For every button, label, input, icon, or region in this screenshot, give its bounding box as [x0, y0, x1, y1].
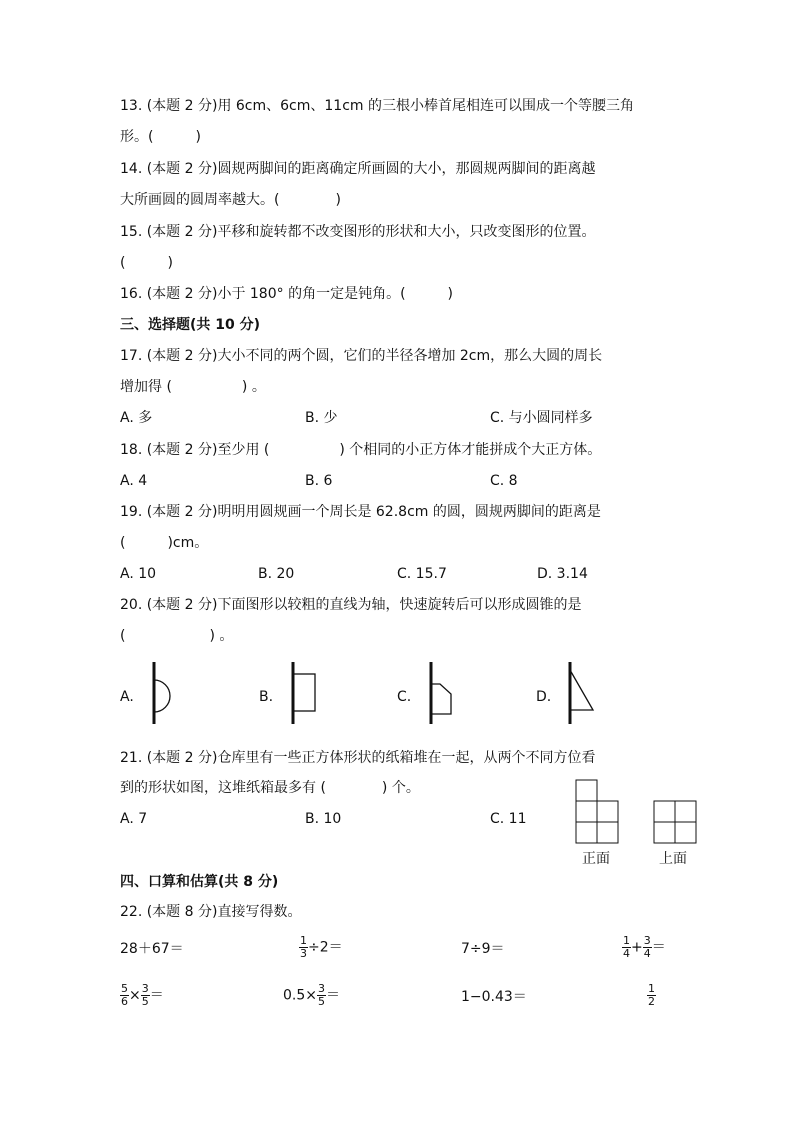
q14-line2: 大所画圆的圆周率越大。( )	[120, 192, 341, 208]
q21-line1: 21. (本题 2 分)仓库里有一些正方体形状的纸箱堆在一起，从两个不同方位看	[120, 750, 596, 766]
q21-line2: 到的形状如图，这堆纸箱最多有 ( ) 个。	[120, 780, 420, 796]
q19-option-b[interactable]: B. 20	[258, 566, 295, 582]
q21-option-b[interactable]: B. 10	[305, 811, 342, 827]
q13-line2: 形。( )	[120, 129, 201, 145]
q20-line2: ( ) 。	[120, 628, 234, 644]
q15-line1: 15. (本题 2 分)平移和旋转都不改变图形的形状和大小，只改变图形的位置。	[120, 224, 596, 240]
q20-figure-b-rectangle	[284, 660, 329, 728]
q14-line1: 14. (本题 2 分)圆规两脚间的距离确定所画圆的大小，那圆规两脚间的距离越	[120, 161, 596, 177]
fraction: $\frac{1}{2}$	[648, 982, 655, 1008]
fraction: $\frac{3}{5}$	[318, 982, 325, 1008]
fraction: $\frac{5}{6}$	[121, 982, 128, 1008]
q20-figure-c-trapezoid	[422, 660, 467, 728]
q20-option-b-label[interactable]: B.	[259, 689, 274, 705]
q19-option-d[interactable]: D. 3.14	[537, 566, 588, 582]
q13-line1: 13. (本题 2 分)用 6cm、6cm、11cm 的三根小棒首尾相连可以围成一个等腰三角	[120, 98, 634, 114]
q20-option-c-label[interactable]: C.	[397, 689, 412, 705]
fraction: $\frac{3}{5}$	[141, 982, 149, 1008]
q20-figure-a-semicircle	[145, 660, 190, 728]
q19-line1: 19. (本题 2 分)明明用圆规画一个周长是 62.8cm 的圆，圆规两脚间的距离是	[120, 504, 601, 520]
calc-r1c1: 28＋67＝	[120, 941, 184, 957]
q20-line1: 20. (本题 2 分)下面图形以较粗的直线为轴，快速旋转后可以形成圆锥的是	[120, 597, 582, 613]
q20-figure-d-triangle	[561, 660, 606, 728]
section-4-heading: 四、口算和估算(共 8 分)	[120, 874, 279, 890]
fraction: $\frac{1}{3}$	[300, 934, 307, 960]
q19-line2: ( )cm。	[120, 535, 209, 551]
fraction: $\frac{3}{4}$	[643, 934, 651, 960]
q18-option-c[interactable]: C. 8	[490, 473, 518, 489]
section-3-heading: 三、选择题(共 10 分)	[120, 317, 261, 333]
q21-front-view-label: 正面	[582, 851, 610, 867]
q21-option-c[interactable]: C. 11	[490, 811, 527, 827]
q19-option-a[interactable]: A. 10	[120, 566, 157, 582]
q21-top-view-label: 上面	[659, 851, 687, 867]
calc-r2c2: 0.5× $\frac{3}{5}$ ＝	[283, 982, 340, 1008]
q18-option-b[interactable]: B. 6	[305, 473, 333, 489]
q17-option-b[interactable]: B. 少	[305, 410, 338, 426]
calc-r1c2: $\frac{1}{3}$ ÷2＝	[300, 934, 343, 960]
fraction: $\frac{1}{4}$	[623, 934, 630, 960]
calc-r2c3: 1−0.43＝	[461, 989, 527, 1005]
q18-line: 18. (本题 2 分)至少用 ( ) 个相同的小正方体才能拼成个大正方体。	[120, 442, 602, 458]
q20-option-a-label[interactable]: A.	[120, 689, 134, 705]
q17-option-a[interactable]: A. 多	[120, 410, 153, 426]
q17-line2: 增加得 ( ) 。	[120, 379, 266, 395]
q18-option-a[interactable]: A. 4	[120, 473, 148, 489]
q15-line2: ( )	[120, 255, 173, 271]
q19-option-c[interactable]: C. 15.7	[397, 566, 447, 582]
q20-option-d-label[interactable]: D.	[536, 689, 552, 705]
q17-option-c[interactable]: C. 与小圆同样多	[490, 410, 593, 426]
q21-option-a[interactable]: A. 7	[120, 811, 148, 827]
calc-r1c4: $\frac{1}{4}$ + $\frac{3}{4}$ ＝	[623, 934, 666, 960]
q16-line: 16. (本题 2 分)小于 180° 的角一定是钝角。( )	[120, 286, 453, 302]
calc-r2c1: $\frac{5}{6}$ × $\frac{3}{5}$ ＝	[121, 982, 164, 1008]
q22-line: 22. (本题 8 分)直接写得数。	[120, 904, 302, 920]
calc-r1c3: 7÷9＝	[461, 941, 505, 957]
q17-line1: 17. (本题 2 分)大小不同的两个圆，它们的半径各增加 2cm，那么大圆的周长	[120, 348, 603, 364]
calc-r2c4	[647, 983, 656, 1008]
q21-front-view-figure	[575, 779, 621, 847]
q21-top-view-figure	[653, 800, 699, 846]
